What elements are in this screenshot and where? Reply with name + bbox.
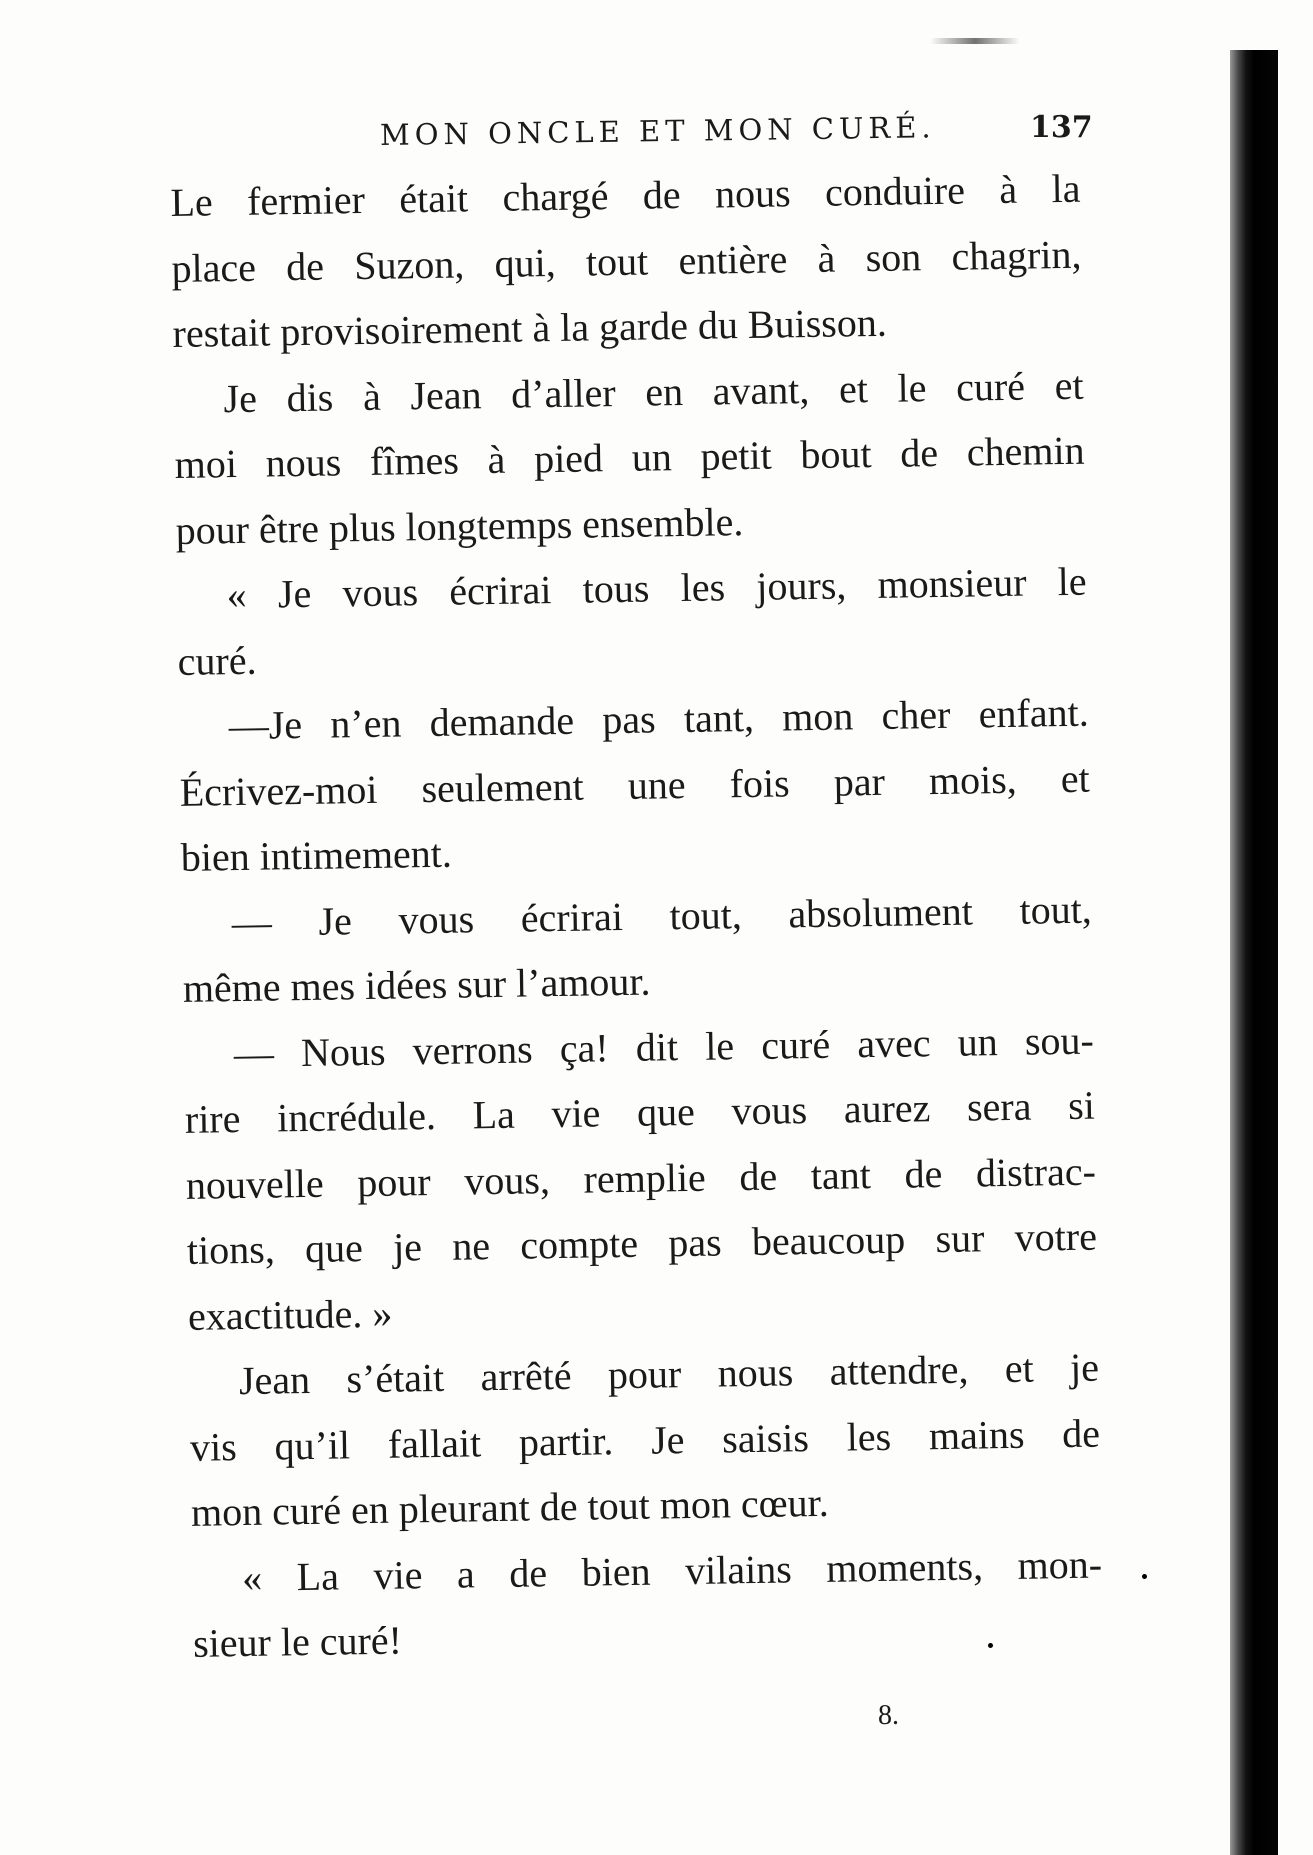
text-line: place de Suzon, qui, tout entière à son chagrin, bbox=[171, 231, 1082, 291]
book-gutter-shadow bbox=[1230, 50, 1278, 1855]
text-line: tions, que je ne compte pas beaucoup sur votre bbox=[186, 1213, 1098, 1273]
text-line: pour être plus longtemps ensemble. bbox=[175, 498, 744, 553]
text-line: « La vie a de bien vilains moments, mon- bbox=[241, 1541, 1103, 1600]
page-number: 137 bbox=[1030, 110, 1093, 145]
text-line: sieur le curé! bbox=[192, 1617, 403, 1666]
text-line: Jean s’était arrêté pour nous attendre, et je bbox=[238, 1344, 1100, 1404]
text-line: —Je n’en demande pas tant, mon cher enfant. bbox=[228, 689, 1089, 749]
text-line: bien intimement. bbox=[180, 830, 453, 880]
scan-speck bbox=[988, 1643, 993, 1648]
text-line: rire incrédule. La vie que vous aurez sera si bbox=[184, 1082, 1096, 1142]
text-line: exactitude. » bbox=[187, 1290, 393, 1339]
signature-mark: 8. bbox=[878, 1700, 899, 1731]
text-line: Écrivez-moi seulement une fois par mois, et bbox=[179, 755, 1091, 815]
text-line: — Nous verrons ça! dit le curé avec un sou- bbox=[233, 1017, 1095, 1076]
text-line: vis qu’il fallait partir. Je saisis les mains de bbox=[189, 1410, 1101, 1470]
text-line: Le fermier était chargé de nous conduire à la bbox=[170, 165, 1081, 225]
scan-speck bbox=[1142, 1574, 1147, 1579]
text-line: — Je vous écrirai tout, absolument tout, bbox=[231, 886, 1093, 945]
text-line: nouvelle pour vous, remplie de tant de distrac- bbox=[185, 1148, 1097, 1208]
text-line: mon curé en pleurant de tout mon cœur. bbox=[190, 1479, 829, 1535]
text-line: même mes idées sur l’amour. bbox=[182, 958, 651, 1011]
scan-mark bbox=[930, 38, 1020, 44]
text-line: moi nous fîmes à pied un petit bout de chemin bbox=[174, 427, 1085, 487]
text-line: « Je vous écrirai tous les jours, monsieur le bbox=[226, 558, 1087, 618]
running-title: MON ONCLE ET MON CURÉ. bbox=[379, 110, 936, 152]
text-line: Je dis à Jean d’aller en avant, et le curé et bbox=[223, 362, 1084, 421]
text-line: restait provisoirement à la garde du Buisson. bbox=[172, 299, 888, 356]
text-line: curé. bbox=[177, 637, 257, 684]
body-text bbox=[170, 156, 1104, 1677]
